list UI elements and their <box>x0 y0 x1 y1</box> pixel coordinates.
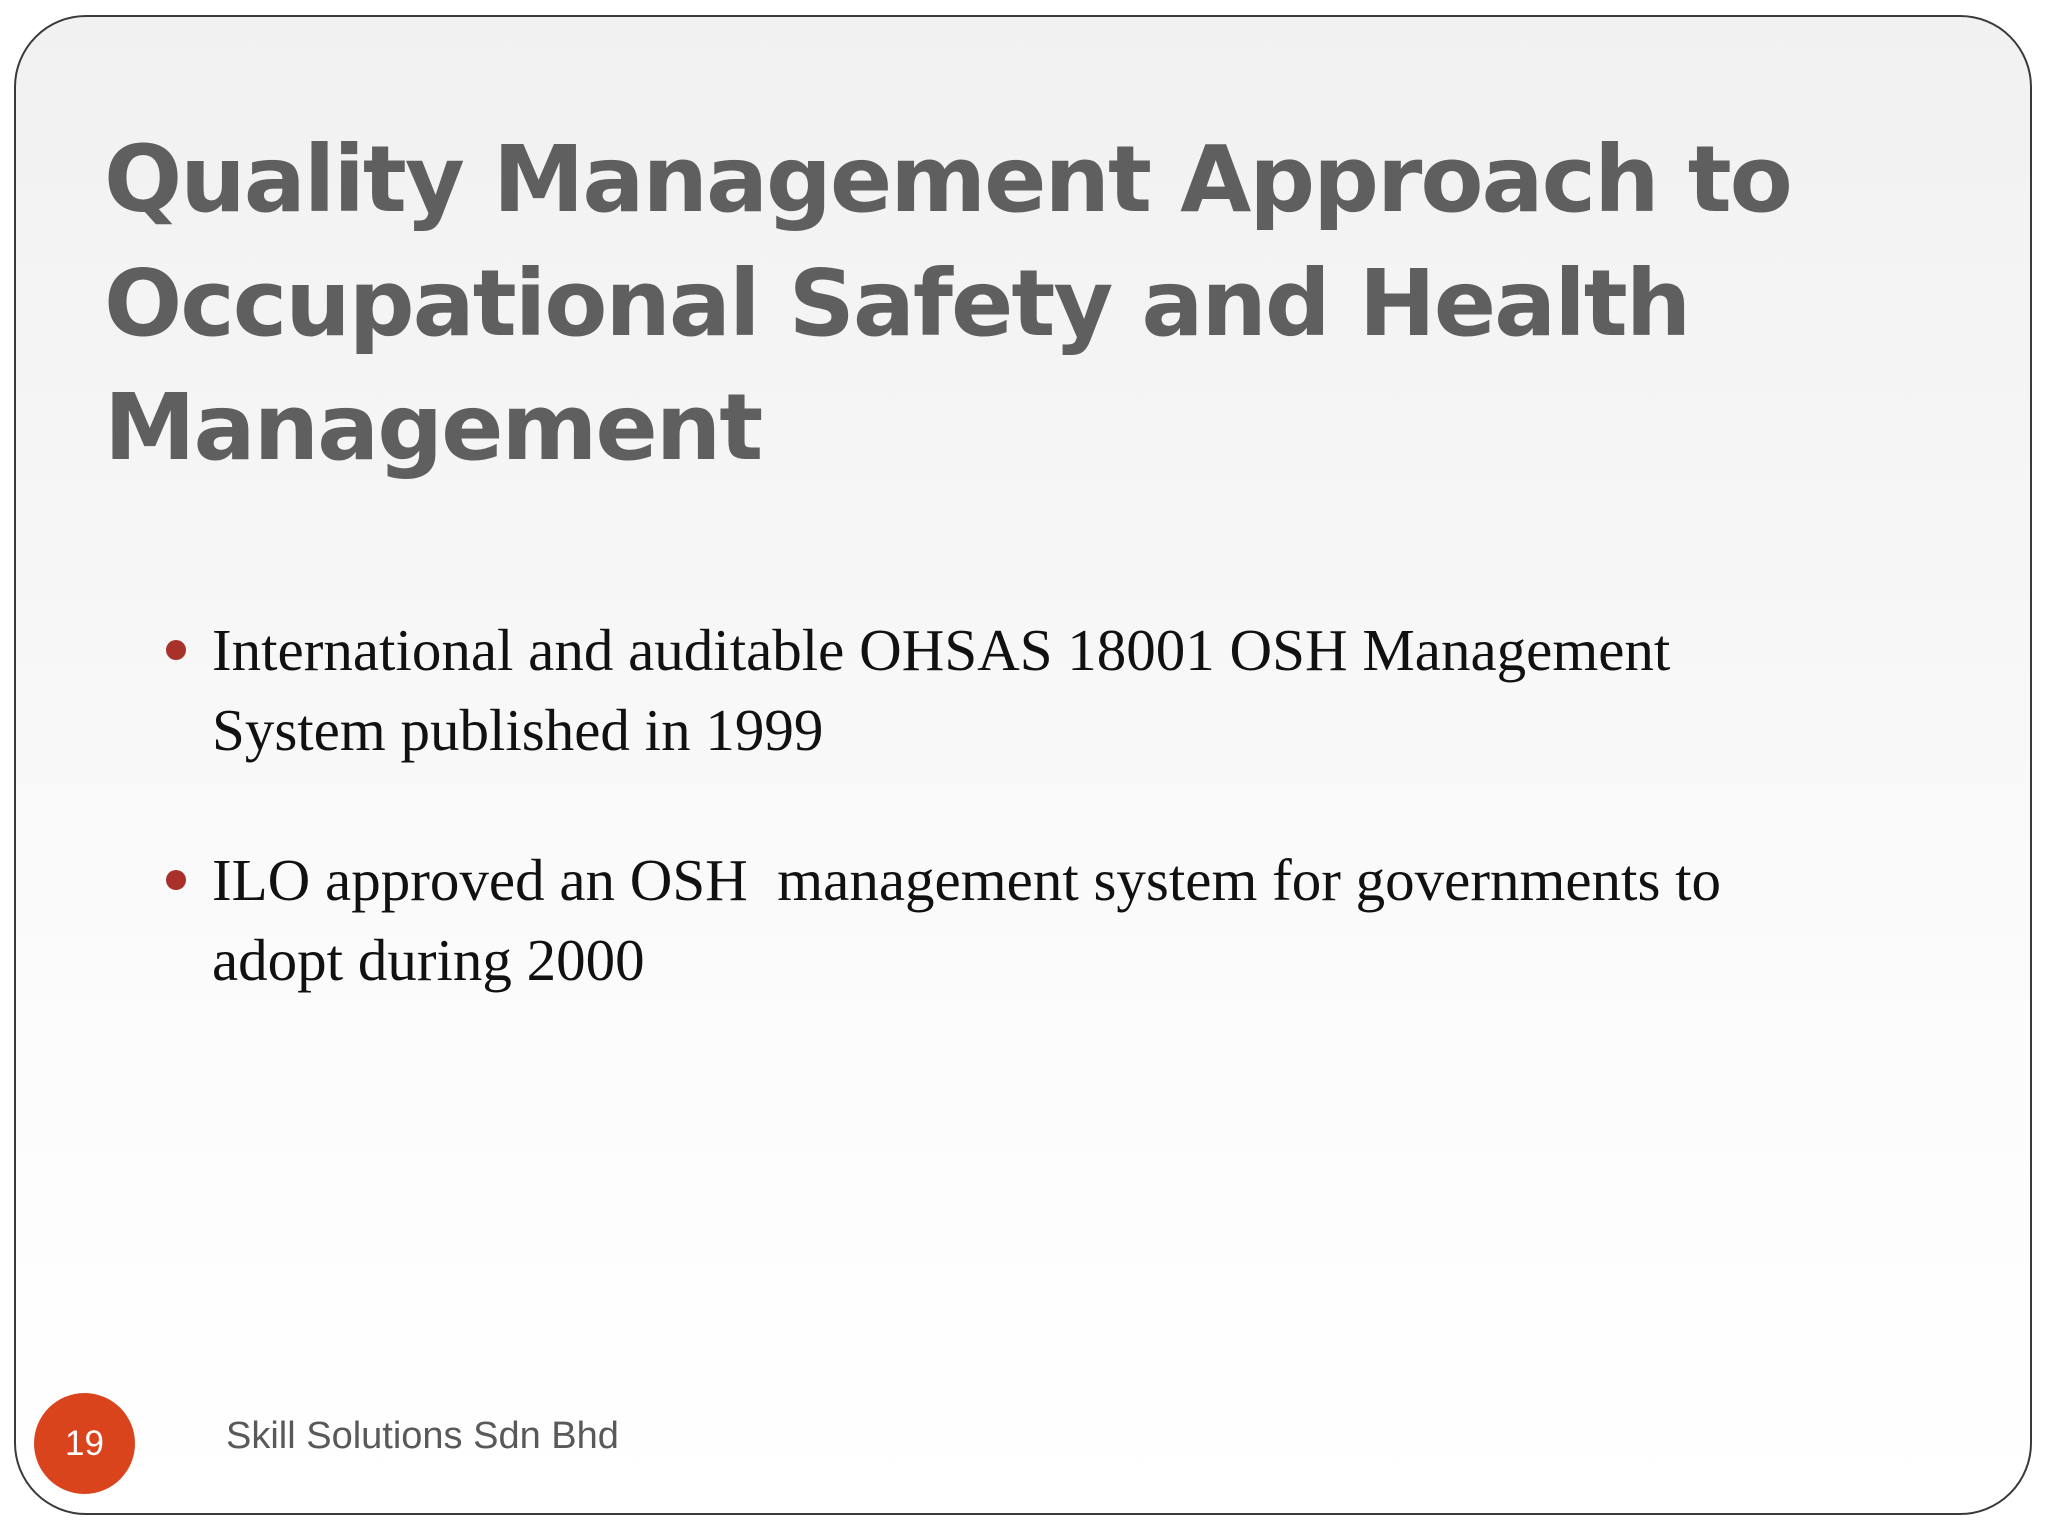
bullet-dot-icon <box>166 640 186 660</box>
footer-company-name: Skill Solutions Sdn Bhd <box>226 1415 619 1457</box>
bullet-text-line: adopt during 2000 <box>212 927 645 993</box>
bullet-text-line: ILO approved an OSH management system for governments to <box>212 847 1722 913</box>
bullet-item <box>165 610 1865 770</box>
bullet-text-line: System published in 1999 <box>212 697 824 763</box>
bullet-dot-icon <box>166 870 186 890</box>
title-line-1: Quality Management Approach to <box>104 126 1791 233</box>
slide-title <box>104 118 1804 490</box>
page-number-badge: 19 <box>34 1393 135 1494</box>
title-line-3: Management <box>104 374 762 481</box>
bullet-text-line: International and auditable OHSAS 18001 OSH Management <box>212 617 1671 683</box>
bullet-item <box>165 840 1865 1000</box>
bullet-list <box>165 610 1865 1070</box>
title-line-2: Occupational Safety and Health <box>104 250 1690 357</box>
